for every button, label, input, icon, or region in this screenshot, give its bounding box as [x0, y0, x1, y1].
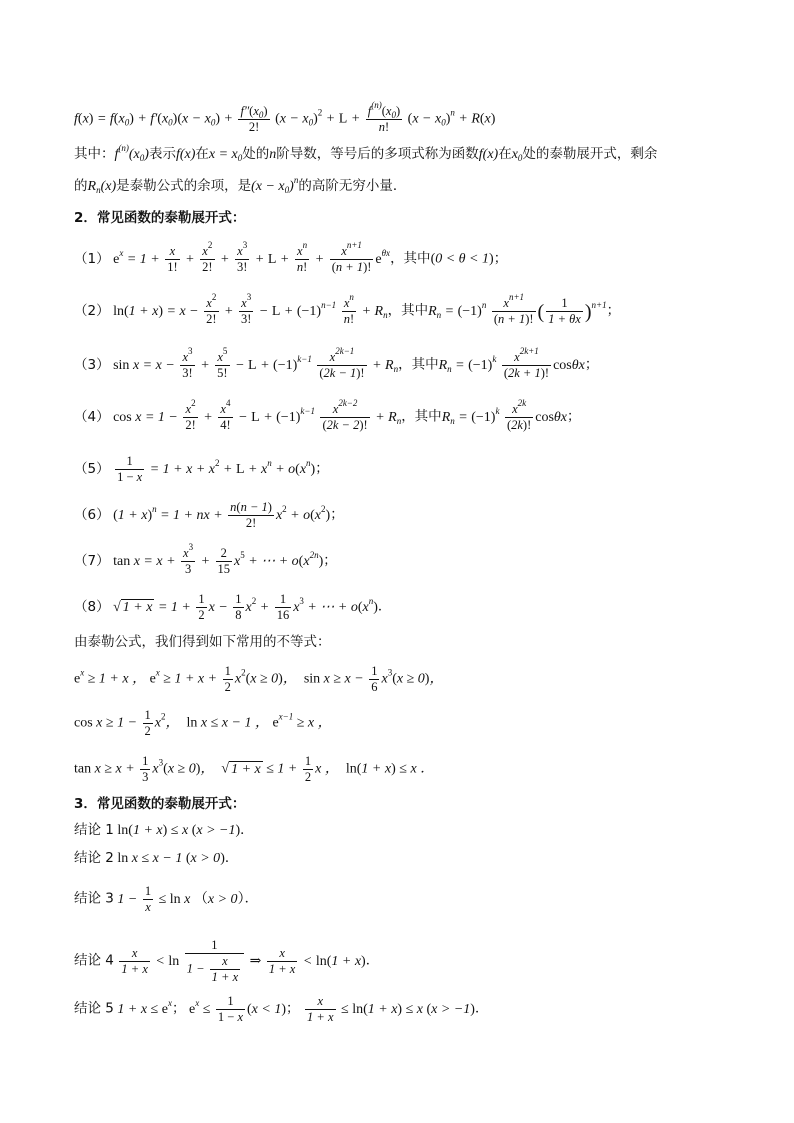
intro-text: 在 [195, 146, 209, 162]
expansion-5: （5） $\frac{1}{1 - x}$ = $1 + x + x^2 + L + x^n + o(x^n)$； [74, 454, 329, 484]
inequality-line-2: cos x ≥ 1 − $\frac{1}{2}$ $x^2$， ln x ≤ x − 1 ， $e^{x-1} \ge x$ ， [74, 708, 332, 738]
expansion-7: （7） tan x = x + $\frac{x^3}{3}$ + $\frac{2}{15}$ $x^5$ + ⋯ + $o(x^{2n})$； [74, 542, 337, 576]
conclusion-label: 结论 4 [74, 952, 114, 969]
intro-text: 是泰勒公式的余项，是 [116, 178, 252, 194]
item-label: （6） [74, 506, 110, 523]
conclusion-label: 结论 2 [74, 850, 114, 866]
item-text: ，其中 [387, 302, 429, 319]
item-label: （1） [74, 250, 110, 267]
expansion-1: （1） $e^x = 1$ + $\frac{x}{1!}$ + $\frac{x^2}{2!}$ + $\frac{x^3}{3!}$ + L + $\frac{x^n}{n!}$ + $\frac{x^{n+1}}{(n + 1)!}$ $e^{\theta x}$，其中(0 < θ < 1)； [74, 240, 508, 274]
inequality-line-3: tan x ≥ x + $\frac{1}{3}$ $x^3(x \ge 0)$， √ 1 + x ≤ 1 + $\frac{1}{2}$ x ， ln(1 + x) ≤ x ． [74, 754, 435, 784]
conclusion-label: 结论 3 [74, 890, 114, 907]
item-label: （5） [74, 460, 110, 477]
intro-text: 其中： [74, 146, 115, 162]
section-2-title: 2．常见函数的泰勒展开式： [74, 210, 246, 226]
item-label: （3） [74, 356, 110, 373]
conclusion-5: 结论 5 $1 + x \le e^x$； $e^x$ ≤ $\frac{1}{1 - x}$ (x < 1)； $\frac{x}{1 + x}$ ≤ ln(1 + x) ≤ x (x > −1)． [74, 994, 489, 1024]
item-text: ，其中 [401, 408, 442, 425]
item-label: （8） [74, 598, 110, 615]
intro-text: 阶导数，等号后的多项式称为函数 [276, 146, 479, 162]
intro-text: 的 [74, 178, 88, 194]
inequality-line-1: $e^x \ge 1 + x$ ， $e^x \ge 1 + x$ + $\frac{1}{2}$ $x^2(x \ge 0)$， sin x ≥ x − $\frac{1}{6}$ $x^3(x \ge 0)$， [74, 664, 444, 694]
conclusion-4: 结论 4 $\frac{x}{1 + x}$ < ln 1 1 − $\frac{x}{1 + x}$ ⇒ $\frac{x}{1 + x}$ < ln(1 + x)． [74, 938, 380, 984]
intro-text: 表示 [148, 146, 176, 162]
conclusion-label: 结论 1 [74, 822, 114, 838]
intro-text: 在 [498, 146, 512, 162]
intro-line-2: 的$R_n(x)$是泰勒公式的余项，是$(x - x_0)^n$的高阶无穷小量． [74, 175, 407, 195]
expansion-4: （4） cos x = 1 − $\frac{x^2}{2!}$ + $\frac{x^4}{4!}$ − $L + (-1)^{k-1}$ $\frac{x^{2k-2}}{(2k - 2)!}$ + $R_n$，其中$R_n = (-1)^k$ $\frac{x^{2k}}{(2k)!}$ cosθx； [74, 398, 581, 432]
intro-line-1: 其中：$f^{(n)}(x_0)$表示f(x)在$x = x_0$处的n阶导数，等号后的多项式称为函数f(x)在$x_0$处的泰勒展开式，剩余 [74, 143, 658, 163]
item-text: ，其中 [390, 250, 431, 267]
conclusion-1: 结论 1 ln(1 + x) ≤ x (x > −1)． [74, 822, 254, 838]
item-label: （4） [74, 408, 110, 425]
conclusion-3: 结论 3 1 − $\frac{1}{x}$ ≤ ln x （x > 0）． [74, 884, 259, 914]
expansion-3: （3） sin x = x − $\frac{x^3}{3!}$ + $\frac{x^5}{5!}$ − $L + (-1)^{k-1}$ $\frac{x^{2k-1}}{(2k - 1)!}$ + $R_n$，其中$R_n = (-1)^k$ $\frac{x^{2k+1}}{(2k + 1)!}$ cosθx； [74, 346, 599, 380]
conclusion-label: 结论 5 [74, 1000, 114, 1017]
expansion-2: （2） ln(1 + x) = x − $\frac{x^2}{2!}$ + $\frac{x^3}{3!}$ − $L + (-1)^{n-1}$ $\frac{x^n}{n!}$ + $R_n$，其中$R_n = (-1)^n$ $\frac{x^{n+1}}{(n + 1)!}$ ( $\frac{1}{1 + \theta x}$ )$^{n+1}$； [74, 292, 621, 326]
intro-text: 处的 [242, 146, 270, 162]
item-label: （2） [74, 302, 110, 319]
expansion-8: （8） √ 1 + x = 1 + $\frac{1}{2}$ x − $\frac{1}{8}$ $x^2$ + $\frac{1}{16}$ $x^3$ + ⋯ + $o(x^n)$． [74, 592, 392, 622]
taylor-formula: $f(x) = f(x_0) + f'(x_0)(x - x_0)$ + $\frac{f''(x_0)}{2!}$ $(x - x_0)^2 + L$ + $\frac{f^{(n)}(x_0)}{n!}$ $(x - x_0)^n + R(x)$ [74, 100, 496, 134]
item-label: （7） [74, 552, 110, 569]
expansion-6: （6） $(1 + x)^n = 1$ + nx + $\frac{n(n - 1)}{2!}$ $x^2 + o(x^2)$； [74, 500, 344, 530]
conclusion-2: 结论 2 ln x ≤ x − 1 (x > 0)． [74, 850, 239, 866]
section-3-title: 3．常见函数的泰勒展开式： [74, 796, 246, 812]
intro-text: 的高阶无穷小量． [298, 178, 407, 194]
item-text: ，其中 [398, 356, 439, 373]
intro-text: 处的泰勒展开式，剩余 [522, 146, 658, 162]
inequality-intro: 由泰勒公式，我们得到如下常用的不等式： [74, 634, 331, 650]
